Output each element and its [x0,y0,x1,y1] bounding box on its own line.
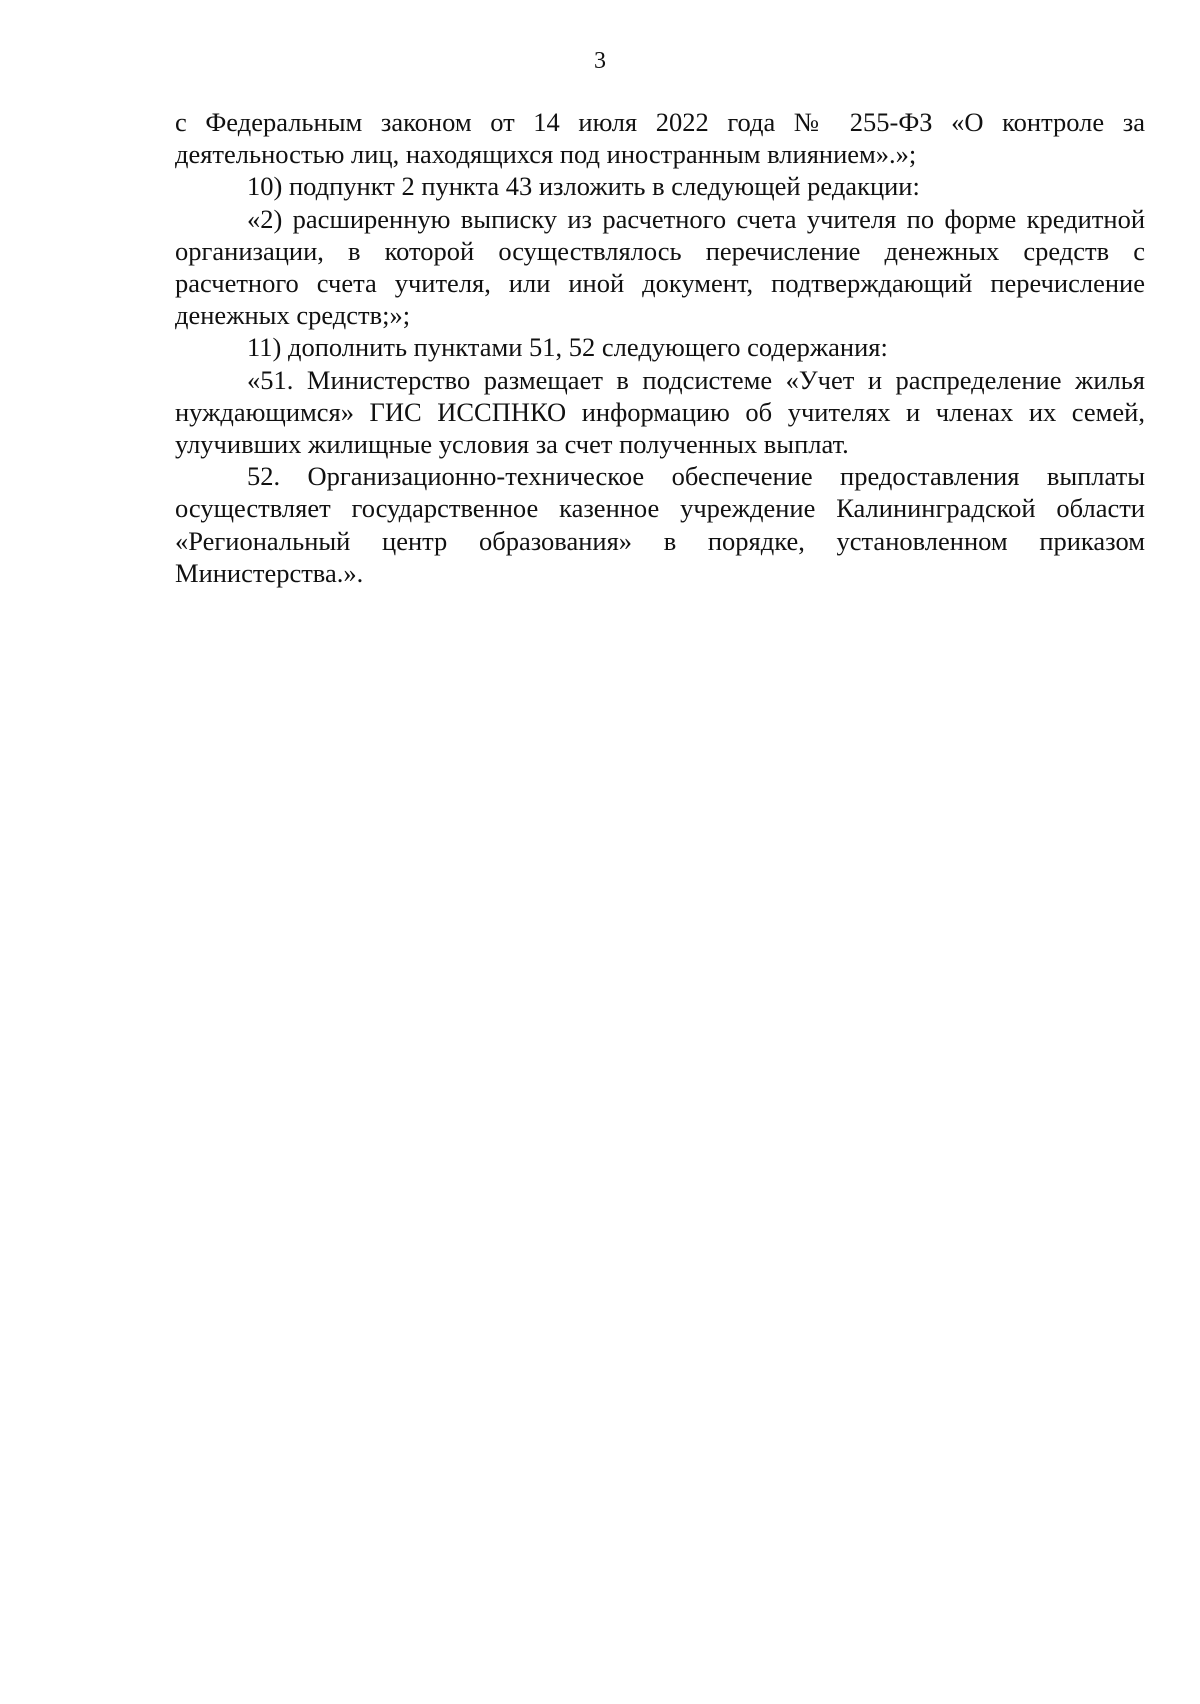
page-number: 3 [594,48,606,74]
paragraph-item-10: 10) подпункт 2 пункта 43 изложить в следующей редакции: [247,171,920,202]
paragraph-point-51: «51. Министерство размещает в подсистеме «Учет и распределение жилья нуждающимся» ГИС ИССПНКО информацию об учителях и членах их семей, улучивших жилищные условия за счет полученных выплат. [175,364,1145,460]
document-body [175,106,1145,589]
paragraph-point-52: 52. Организационно-техническое обеспечение предоставления выплаты осуществляет государственное казенное учреждение Калининградской области «Региональный центр образования» в порядке, установленном приказом Министерства.». [175,461,1145,588]
paragraph-item-10-text: «2) расширенную выписку из расчетного счета учителя по форме кредитной организации, в которой осуществлялось перечисление денежных средств с расчетного счета учителя, или иной документ, подтверждающий перечисление денежных средств;»; [175,203,1145,331]
paragraph-item-11: 11) дополнить пунктами 51, 52 следующего содержания: [247,332,888,363]
paragraph-continuation: с Федеральным законом от 14 июля 2022 года № 255-ФЗ «О контроле за деятельностью лиц, находящихся под иностранным влиянием».»; [175,107,1145,170]
